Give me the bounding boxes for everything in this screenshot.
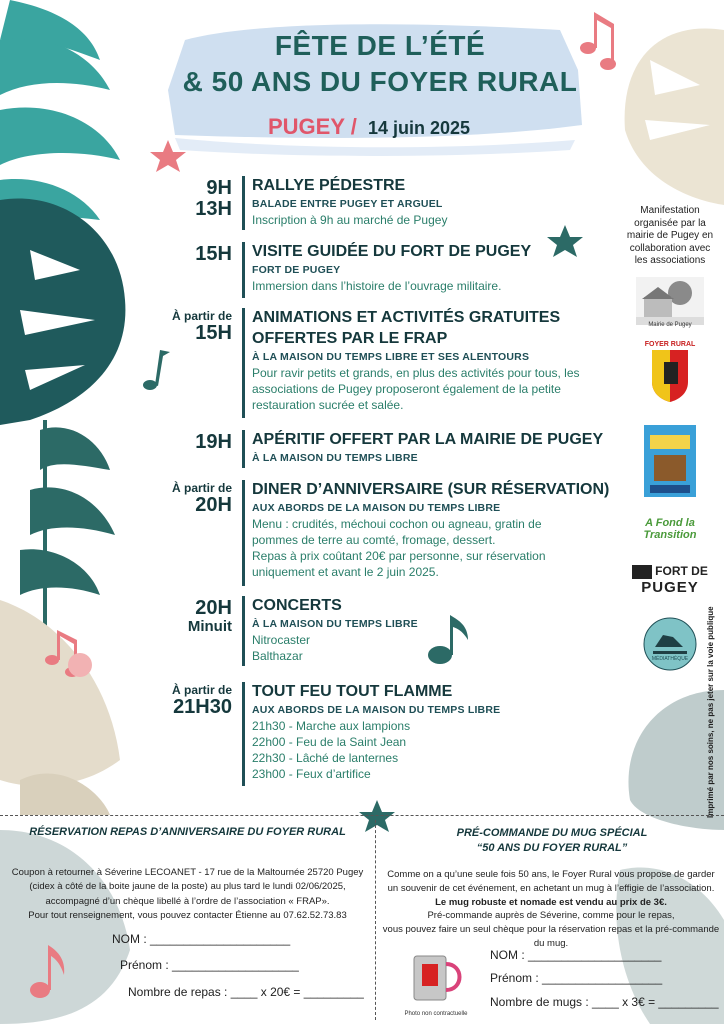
reservation-nom-field[interactable]: NOM : _____________________ — [112, 932, 291, 946]
association-poster-icon — [644, 425, 696, 497]
event-desc: Immersion dans l’histoire de l’ouvrage militaire. — [252, 278, 502, 293]
beige-monstera-leaf-icon — [625, 28, 724, 205]
beige-leaf-icon — [0, 600, 120, 786]
association-poster-logo — [620, 425, 720, 502]
event-desc: Pour ravir petits et grands, en plus des activités pour tous, les associations de Pugey proposeront également de la petite restauration sucrée et salée. — [252, 365, 580, 412]
main-title: FÊTE DE L’ÉTÉ — [274, 30, 486, 61]
mairie-logo: Mairie de Pugey — [620, 277, 720, 328]
event-title: DINER D’ANNIVERSAIRE (SUR RÉSERVATION) — [252, 481, 610, 498]
event-title: RALLYE PÉDESTRE — [252, 177, 406, 194]
mug-prenom-field[interactable]: Prénom : __________________ — [490, 971, 663, 985]
event-rallye — [170, 176, 590, 232]
title-block — [180, 22, 580, 142]
event-subtitle: AUX ABORDS DE LA MAISON DU TEMPS LIBRE — [252, 501, 501, 514]
reservation-instructions: Coupon à retourner à Séverine LECOANET - 17 rue de la Maltournée 25720 Pugey (cidex à côté de la boite jaune de la poste) au plus tard le lundi 02/06/2025, accompagné d’un chèque libellé à l’ordre de l’association « FRAP». Pour tout renseignement, vous pouvez contacter Étienne au 07.62.52.73.83 — [11, 867, 364, 921]
event-animations: À partir de 15H ANIMATIONS ET ACTIVITÉS GRATUITES OFFERTES PAR LE FRAP À LA MAISON DU TEMPS LIBRE ET SES ALENTOURS Pour ravir petits et grands, en plus des activités pour tous, les associations de Pugey proposeront également de la petite restauration sucrée et salée. — [170, 308, 590, 420]
sponsors-column — [620, 205, 720, 675]
date-label: 14 juin 2025 — [368, 118, 471, 138]
mediatheque-icon — [643, 617, 697, 671]
event-title: VISITE GUIDÉE DU FORT DE PUGEY — [252, 243, 532, 260]
event-subtitle: FORT DE PUGEY — [252, 263, 341, 276]
event-title: APÉRITIF OFFERT PAR LA MAIRIE DE PUGEY — [252, 431, 604, 448]
sponsors-text: Manifestation organisée par la mairie de Pugey en collaboration avec les associations — [626, 205, 714, 266]
transition-logo: A Fond la Transition — [643, 517, 697, 541]
time-divider — [242, 176, 245, 230]
event-title: ANIMATIONS ET ACTIVITÉS GRATUITES — [252, 309, 561, 326]
event-title: CONCERTS — [252, 597, 342, 614]
event-subtitle: BALADE ENTRE PUGEY ET ARGUEL — [252, 197, 443, 210]
dark-monstera-leaf-icon — [0, 198, 125, 425]
mug-description: Comme on a qu’une seule fois 50 ans, le Foyer Rural vous propose de garder un souvenir de cet événement, en achetant un mug à l’effigie de l’association. Le mug robuste et nomade est vendu au prix de 3€. Pré-commande auprès de Séverine, comme pour le repas, vous pouvez faire un seul chèque pour la réservation repas et la pré-commande du mug. — [382, 869, 720, 949]
event-diner: À partir de 20H DINER D’ANNIVERSAIRE (SUR RÉSERVATION) AUX ABORDS DE LA MAISON DU TEMPS LIBRE Menu : crudités, méchoui cochon ou agneau, gratin de pommes de terre au comté, fromage, dessert. Repas à prix coûtant 20€ par personne, sur réservation uniquement et avant le 2 juin 2025. — [170, 480, 590, 590]
event-subtitle: À LA MAISON DU TEMPS LIBRE — [252, 451, 418, 464]
foyer-rural-logo: FOYER RURAL — [620, 341, 720, 409]
print-note: Imprimé par nos soins, ne pas jeter sur la voie publique — [706, 606, 715, 818]
event-visite: 15H VISITE GUIDÉE DU FORT DE PUGEY FORT DE PUGEY Immersion dans l’histoire de l’ouvrage militaire. — [170, 242, 590, 300]
reservation-repas-field[interactable]: Nombre de repas : ____ x 20€ = _________ — [128, 985, 364, 999]
event-desc: Nitrocaster Balthazar — [252, 632, 311, 663]
mug-heading: PRÉ-COMMANDE DU MUG SPÉCIAL “50 ANS DU FOYER RURAL” — [456, 827, 648, 854]
event-aperitif: 19H APÉRITIF OFFERT PAR LA MAIRIE DE PUGEY À LA MAISON DU TEMPS LIBRE — [170, 430, 590, 470]
mug-photo: Photo non contractuelle — [400, 950, 472, 1017]
reservation-heading: RÉSERVATION REPAS D’ANNIVERSAIRE DU FOYER RURAL — [29, 826, 346, 838]
cut-line-horizontal — [0, 815, 724, 816]
mug-count-field[interactable]: Nombre de mugs : ____ x 3€ = _________ — [490, 995, 719, 1009]
mug-nom-field[interactable]: NOM : ____________________ — [490, 948, 662, 962]
mairie-building-icon — [636, 277, 704, 325]
mug-icon — [404, 950, 468, 1006]
fort-icon — [632, 565, 652, 579]
reservation-prenom-field[interactable]: Prénom : ___________________ — [120, 958, 299, 972]
event-subtitle: À LA MAISON DU TEMPS LIBRE ET SES ALENTOURS — [252, 350, 530, 363]
fort-pugey-logo: FORT DE PUGEY — [620, 565, 720, 596]
music-note-icon — [580, 12, 616, 70]
event-title: TOUT FEU TOUT FLAMME — [252, 683, 453, 700]
event-desc: Inscription à 9h au marché de Pugey — [252, 212, 448, 227]
event-desc: 21h30 - Marche aux lampions 22h00 - Feu de la Saint Jean 22h30 - Lâché de lanternes 23h00 - Feux d’artifice — [252, 718, 411, 782]
cut-line-vertical — [375, 820, 376, 1020]
event-subtitle: AUX ABORDS DE LA MAISON DU TEMPS LIBRE — [252, 703, 501, 716]
place-label: PUGEY / — [268, 114, 357, 139]
event-feu: À partir de 21H30 TOUT FEU TOUT FLAMME AUX ABORDS DE LA MAISON DU TEMPS LIBRE 21h30 - Marche aux lampions 22h00 - Feu de la Saint Jean 22h30 - Lâché de lanternes 23h00 - Feux d’artifice — [170, 682, 590, 792]
event-concerts: 20H Minuit CONCERTS À LA MAISON DU TEMPS LIBRE Nitrocaster Balthazar — [170, 596, 590, 670]
event-desc: Menu : crudités, méchoui cochon ou agneau, gratin de pommes de terre au comté, fromage, dessert. Repas à prix coûtant 20€ par personne, sur réservation uniquement et avant le 2 juin 2025. — [252, 516, 546, 580]
event-subtitle: À LA MAISON DU TEMPS LIBRE — [252, 617, 418, 630]
event-time: 9H 13H — [195, 177, 232, 220]
event-title-line2: OFFERTES PAR LE FRAP — [252, 329, 448, 347]
mediatheque-logo: MÉDIATHÈQUE — [620, 617, 720, 662]
main-subtitle: & 50 ANS DU FOYER RURAL — [182, 66, 578, 97]
foyer-rural-shield-icon — [650, 348, 690, 404]
